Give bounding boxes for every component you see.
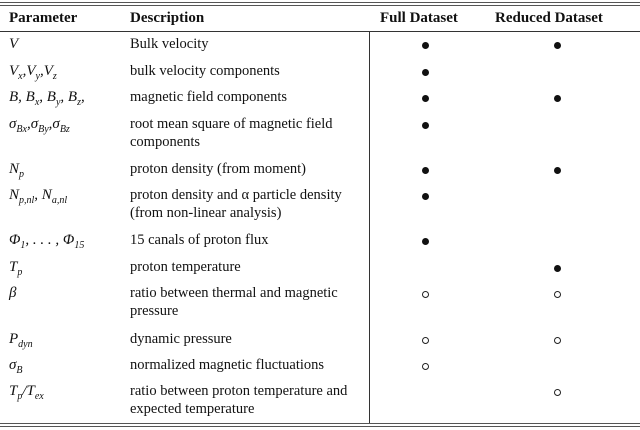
description-cell: root mean square of magnetic field components [130, 116, 333, 150]
filled-dot-icon [422, 69, 429, 76]
parameter-symbol: β [9, 285, 17, 301]
parameter-symbol: ,σ [26, 116, 39, 132]
description-cell: proton temperature [130, 259, 241, 275]
parameter-subscript: B [16, 365, 23, 376]
filled-dot-icon [422, 42, 429, 49]
bottom-rule [0, 423, 640, 424]
open-circle-icon [422, 291, 429, 298]
parameter-symbol: N [9, 161, 20, 177]
parameter-symbol: , B [39, 89, 56, 105]
header-rule [0, 31, 640, 32]
parameter-cell [9, 35, 127, 53]
filled-dot-icon [422, 167, 429, 174]
open-circle-icon [554, 291, 561, 298]
parameter-symbol: N [9, 187, 20, 203]
parameter-symbol: P [9, 331, 19, 347]
filled-dot-icon [554, 42, 561, 49]
parameter-subscript: x [18, 71, 23, 82]
header-parameter: Parameter [9, 10, 78, 26]
parameter-cell [9, 186, 127, 204]
parameter-cell [9, 356, 127, 374]
description-cell: ratio between proton temperature and expected temperature [130, 383, 348, 417]
top-rule-inner [0, 5, 640, 6]
parameter-subscript: dyn [18, 339, 33, 350]
open-circle-icon [422, 363, 429, 370]
filled-dot-icon [554, 265, 561, 272]
parameter-symbol: ,V [40, 63, 53, 79]
parameter-symbol: T [9, 259, 18, 275]
parameter-subscript: y [35, 71, 40, 82]
parameter-subscript: ex [34, 391, 44, 402]
parameter-cell [9, 284, 127, 302]
bottom-rule-inner [0, 426, 640, 427]
header-full-dataset: Full Dataset [380, 10, 458, 26]
parameter-subscript: p,nl [19, 195, 35, 206]
filled-dot-icon [422, 193, 429, 200]
parameter-symbol: , B [60, 89, 78, 105]
filled-dot-icon [554, 95, 561, 102]
top-rule [0, 2, 640, 3]
description-cell: 15 canals of proton flux [130, 232, 269, 248]
parameter-cell [9, 115, 127, 133]
parameter-subscript: x [34, 97, 40, 108]
description-cell: dynamic pressure [130, 331, 232, 347]
header-reduced-dataset: Reduced Dataset [495, 10, 603, 26]
parameter-symbol: V [9, 63, 19, 79]
parameter-cell [9, 160, 127, 178]
filled-dot-icon [554, 167, 561, 174]
parameter-cell [9, 62, 127, 80]
parameter-cell [9, 382, 127, 400]
parameter-subscript: Bz [59, 124, 70, 135]
filled-dot-icon [422, 95, 429, 102]
description-cell: ratio between thermal and magnetic pressure [130, 285, 338, 319]
open-circle-icon [554, 337, 561, 344]
description-cell: normalized magnetic fluctuations [130, 357, 325, 373]
description-cell: magnetic field components [130, 89, 288, 105]
description-cell: proton density and α particle density (from non-linear analysis) [130, 187, 342, 221]
parameter-symbol: ,V [22, 63, 36, 79]
parameter-symbol: /T [22, 383, 35, 399]
parameter-subscript: z [52, 71, 57, 82]
parameter-subscript: Bx [16, 124, 27, 135]
parameter-cell [9, 330, 127, 348]
parameter-subscript: p [17, 391, 23, 402]
parameter-symbol: , . . . , Φ [25, 232, 75, 248]
parameter-symbol: , N [34, 187, 52, 203]
parameter-cell [9, 231, 127, 249]
filled-dot-icon [422, 238, 429, 245]
parameter-cell [9, 88, 127, 106]
parameter-symbol: T [9, 383, 18, 399]
parameter-subscript: p [19, 169, 25, 180]
open-circle-icon [422, 337, 429, 344]
parameter-symbol: σ [9, 116, 17, 132]
parameter-symbol: , [80, 89, 85, 105]
description-cell: bulk velocity components [130, 63, 280, 79]
parameter-symbol: σ [9, 357, 17, 373]
column-divider [369, 31, 370, 423]
description-cell: Bulk velocity [130, 36, 209, 52]
parameter-symbol: ,σ [48, 116, 60, 132]
parameter-subscript: 15 [74, 240, 85, 251]
parameter-subscript: p [17, 267, 23, 278]
parameter-subscript: By [38, 124, 49, 135]
parameter-symbol: B, B [9, 89, 35, 105]
parameter-subscript: z [77, 97, 81, 108]
parameter-symbol: Φ [9, 232, 21, 248]
header-description: Description [130, 10, 205, 26]
parameter-cell [9, 258, 127, 276]
filled-dot-icon [422, 122, 429, 129]
description-cell: proton density (from moment) [130, 161, 306, 177]
open-circle-icon [554, 389, 561, 396]
parameter-subscript: 1 [20, 240, 26, 251]
parameter-subscript: a,nl [51, 195, 68, 206]
parameter-subscript: y [55, 97, 61, 108]
parameter-symbol: V [9, 36, 19, 52]
